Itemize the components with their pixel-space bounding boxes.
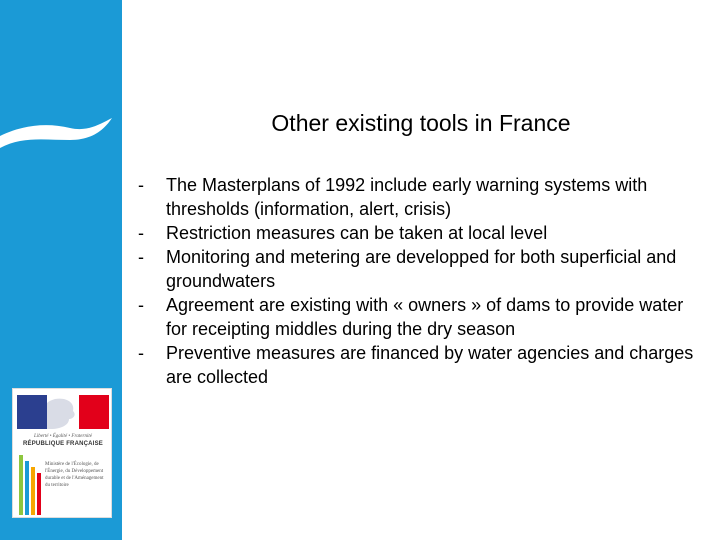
bullet-marker: -: [138, 295, 144, 315]
bullet-list: [138, 173, 708, 389]
marianne-flag-icon: [17, 393, 109, 431]
bullet-item: [138, 173, 708, 221]
bullet-text: Restriction measures can be taken at local level: [166, 223, 548, 243]
bullet-item: [138, 341, 708, 389]
bullet-text: Preventive measures are financed by water agencies and charges are collected: [166, 343, 694, 387]
bullet-marker: -: [138, 343, 144, 363]
bullet-marker: -: [138, 247, 144, 267]
wave-logo-icon: [0, 108, 122, 158]
bullet-text: Monitoring and metering are developped for both superficial and groundwaters: [166, 247, 677, 291]
bullet-item: [138, 293, 708, 341]
slide-title: Other existing tools in France: [271, 110, 571, 136]
bullet-marker: -: [138, 175, 144, 195]
motto: Liberté • Égalité • Fraternité: [34, 434, 92, 439]
bullet-text: The Masterplans of 1992 include early warning systems with thresholds (information, alert, crisis): [166, 175, 648, 219]
ministry-name: Ministère de l'Écologie, de l'Énergie, du Développement durable et de l'Aménagement du territoire: [45, 462, 104, 488]
ministry-stripes-icon: [17, 455, 43, 515]
side-band: [0, 0, 122, 540]
ministry-logo: [12, 388, 112, 518]
bullet-item: [138, 221, 708, 245]
bullet-marker: -: [138, 223, 144, 243]
bullet-item: [138, 245, 708, 293]
bullet-text: Agreement are existing with « owners » of dams to provide water for receipting middles during the dry season: [166, 295, 684, 339]
republic-label: RÉPUBLIQUE FRANÇAISE: [22, 441, 103, 447]
